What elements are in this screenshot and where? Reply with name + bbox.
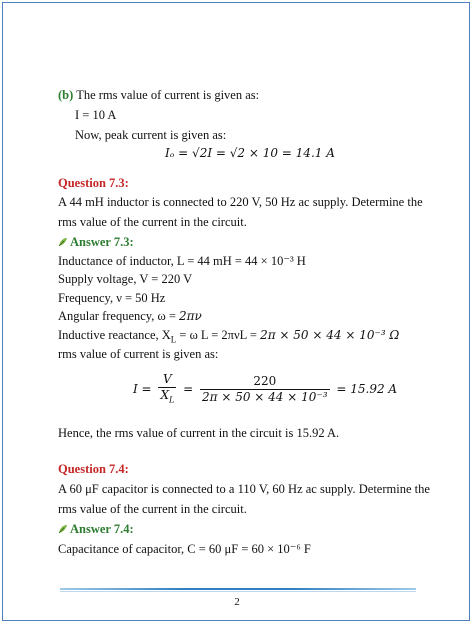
supply-voltage-line: Supply voltage, V = 220 V	[58, 272, 193, 286]
part-b-label: (b)	[58, 88, 74, 102]
fraction1-denominator-symbol: X	[160, 388, 169, 402]
question-7-3-title: Question 7.3:	[58, 176, 129, 190]
angular-frequency-label: Angular frequency, ω =	[58, 309, 180, 323]
answer-7-3-heading	[58, 235, 134, 250]
question-7-4-title: Question 7.4:	[58, 462, 129, 476]
formula-lhs: I =	[133, 382, 152, 397]
footer-divider	[60, 588, 416, 590]
reactance-subscript: L	[170, 334, 177, 345]
answer-7-3-title: Answer 7.3:	[70, 235, 134, 249]
angular-frequency-value: 2πν	[179, 309, 202, 323]
pen-leaf-icon	[58, 524, 68, 534]
fraction1-numerator: V	[158, 372, 176, 388]
fraction2-numerator: 220	[200, 374, 330, 390]
part-b-intro-text: The rms value of current is given as:	[76, 88, 260, 102]
footer-divider-shadow	[60, 591, 416, 592]
inductive-reactance-line	[58, 328, 399, 345]
formula-equals: =	[183, 382, 194, 397]
angular-frequency-line	[58, 309, 202, 324]
fraction1-denominator-sub: L	[168, 395, 175, 405]
reactance-label: Inductive reactance, X	[58, 328, 171, 342]
reactance-value: 2π × 50 × 44 × 10⁻³ Ω	[260, 328, 400, 342]
fraction-v-over-xl	[158, 372, 176, 407]
question-7-3-line1: A 44 mH inductor is connected to 220 V, 50 Hz ac supply. Determine the	[58, 195, 423, 209]
fraction2-denominator: 2π × 50 × 44 × 10⁻³	[202, 390, 328, 405]
rms-current-value: I = 10 A	[75, 108, 117, 122]
question-7-4-line1: A 60 μF capacitor is connected to a 110 V, 60 Hz ac supply. Determine the	[58, 482, 430, 496]
fraction1-denominator	[158, 388, 176, 407]
formula-result: = 15.92 A	[336, 382, 398, 397]
fraction-numeric	[200, 374, 330, 405]
frequency-line: Frequency, ν = 50 Hz	[58, 291, 166, 305]
reactance-mid: = ω L = 2πνL =	[176, 328, 261, 342]
capacitance-line: Capacitance of capacitor, C = 60 μF = 60 × 10⁻⁶ F	[58, 542, 311, 556]
conclusion-7-3: Hence, the rms value of current in the circuit is 15.92 A.	[58, 426, 340, 440]
answer-7-4-title: Answer 7.4:	[70, 522, 134, 536]
question-7-3-line2: rms value of the current in the circuit.	[58, 215, 247, 229]
inductance-line: Inductance of inductor, L = 44 mH = 44 × 10⁻³ H	[58, 254, 306, 268]
rms-current-formula	[133, 372, 397, 407]
peak-current-intro: Now, peak current is given as:	[75, 128, 227, 142]
part-b-intro	[58, 88, 259, 103]
peak-current-formula: Iₒ = √2I = √2 × 10 = 14.1 A	[165, 146, 335, 160]
rms-intro-line: rms value of current is given as:	[58, 347, 219, 361]
question-7-4-line2: rms value of the current in the circuit.	[58, 502, 247, 516]
answer-7-4-heading	[58, 522, 134, 537]
page-number: 2	[234, 596, 240, 608]
pen-leaf-icon	[58, 237, 68, 247]
